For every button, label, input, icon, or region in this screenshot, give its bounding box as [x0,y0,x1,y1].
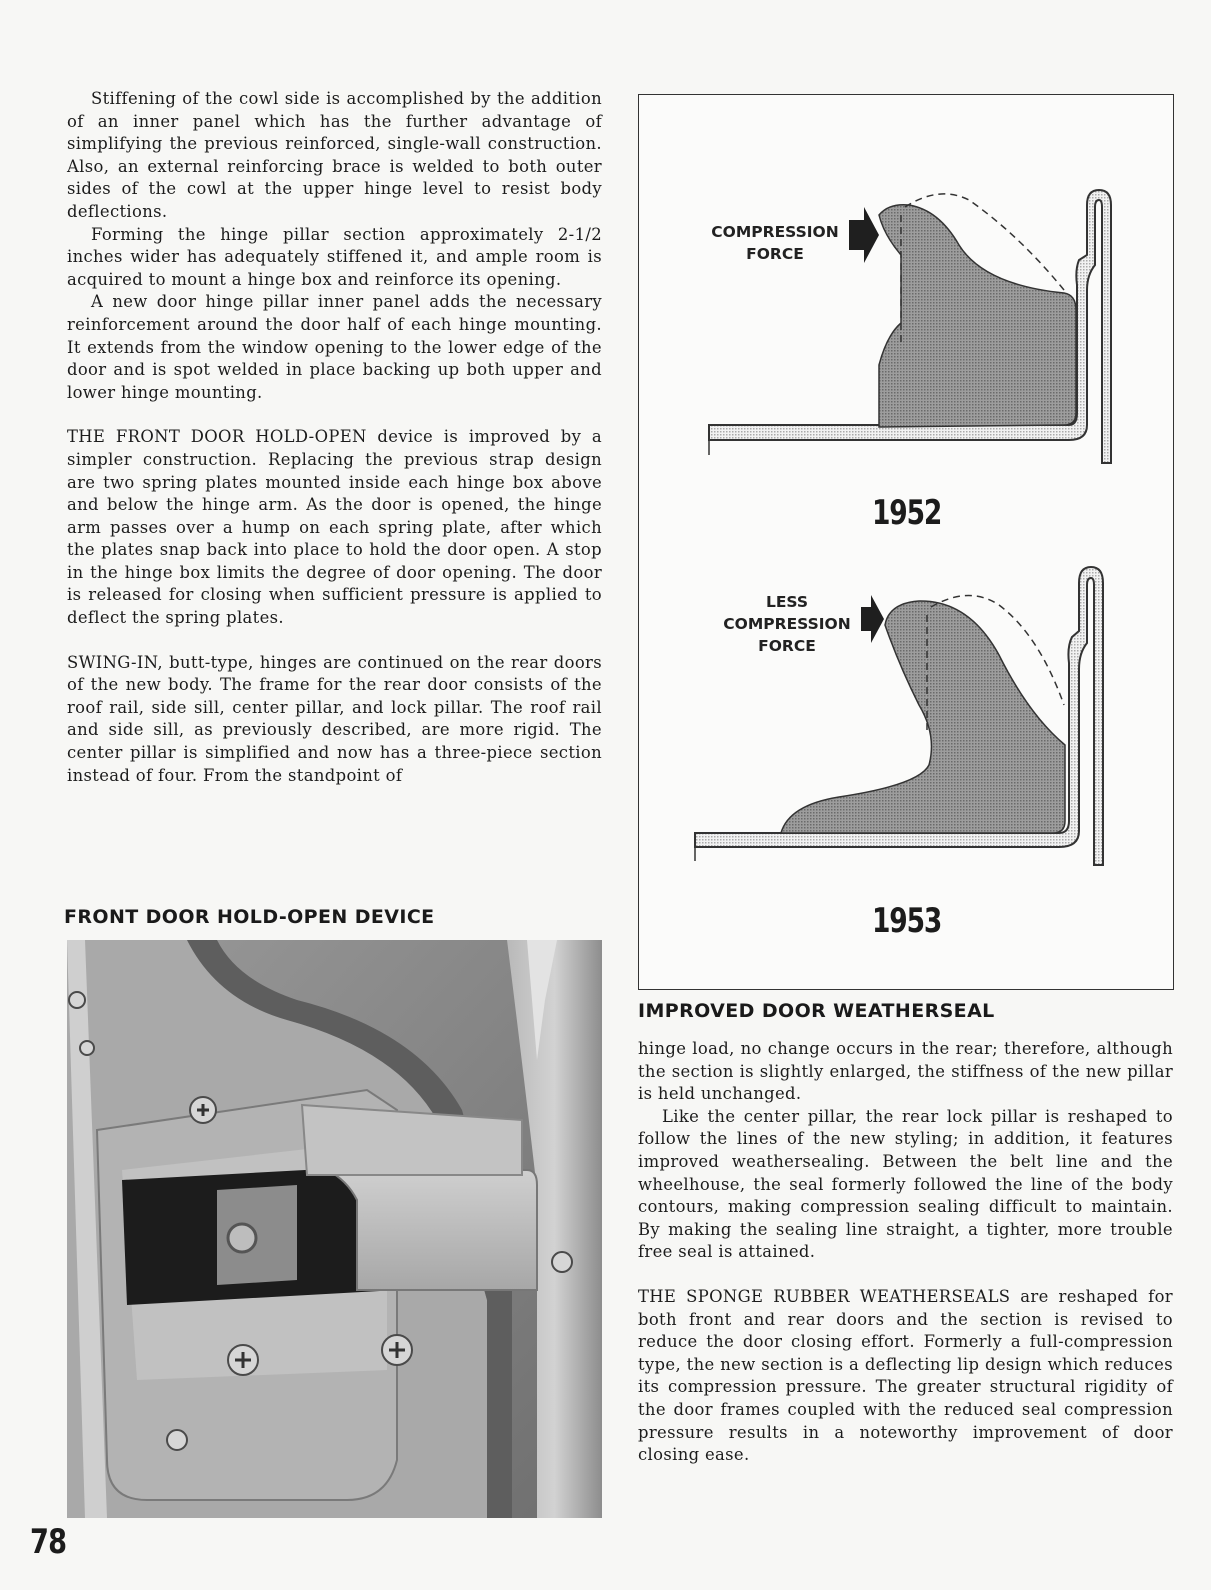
page-number: 78 [30,1522,67,1562]
hold-open-device-photo [67,940,602,1518]
year-label-1953: 1953 [872,901,942,941]
photo-caption: FRONT DOOR HOLD-OPEN DEVICE [64,906,435,928]
paragraph: Forming the hinge pillar section approximately 2-1/2 inches wider has adequately stiffened it, and ample room is acquired to mount a hinge box and reinforce its opening. [67,224,602,289]
compression-force-label [705,221,845,265]
label-line: COMPRESSION [723,615,851,633]
left-column-text [67,88,602,787]
paragraph: SWING-IN, butt-type, hinges are continued on the rear doors of the new body. The frame for the rear door consists of the roof rail, side sill, center pillar, and lock pillar. The roof rail and side sill, as previously described, are more rigid. The center pillar is simplified and now has a three-piece section instead of four. From the standpoint of [67,652,602,785]
label-line: FORCE [746,245,804,263]
paragraph: Like the center pillar, the rear lock pillar is reshaped to follow the lines of the new styling; in addition, it features improved weathersealing. Between the belt line and the wheelhouse, the seal formerly followed the line of the body contours, making compression sealing difficult to maintain. By making the sealing line straight, a tighter, more trouble free seal is attained. [638,1106,1173,1262]
paragraph: hinge load, no change occurs in the rear; therefore, although the section is slightly enlarged, the stiffness of the new pillar is held unchanged. [638,1039,1173,1104]
weatherseal-diagram [638,94,1174,990]
paragraph: Stiffening of the cowl side is accomplished by the addition of an inner panel which has the further advantage of simplifying the previous reinforced, single-wall construction. Also, an external reinforcing brace is welded to both outer sides of the cowl at the upper hinge level to resist body deflections. [67,89,602,221]
label-line: FORCE [758,637,816,655]
paragraph: THE SPONGE RUBBER WEATHERSEALS are reshaped for both front and rear doors and the section is revised to reduce the door closing effort. Formerly a full-compression type, the new section is a deflecting lip design which reduces its compression pressure. The greater structural rigidity of the door frames coupled with the reduced seal compression pressure results in a noteworthy improvement of door closing ease. [638,1286,1173,1465]
paragraph: THE FRONT DOOR HOLD-OPEN device is improved by a simpler construction. Replacing the previous strap design are two spring plates mounted inside each hinge box above and below the hinge arm. As the door is opened, the hinge arm passes over a hump on each spring plate, after which the plates snap back into place to hold the door open. A stop in the hinge box limits the degree of door opening. The door is released for closing when sufficient pressure is applied to deflect the spring plates. [67,427,602,628]
paragraph: A new door hinge pillar inner panel adds the necessary reinforcement around the door half of each hinge mounting. It extends from the window opening to the lower edge of the door and is spot welded in place backing up both upper and lower hinge mounting. [67,292,602,402]
right-column-text [638,1038,1173,1467]
year-label-1952: 1952 [872,493,942,533]
figure-caption: IMPROVED DOOR WEATHERSEAL [638,1000,995,1022]
label-line: COMPRESSION [711,223,839,241]
label-line: LESS [765,593,809,611]
less-compression-force-label [717,591,857,657]
